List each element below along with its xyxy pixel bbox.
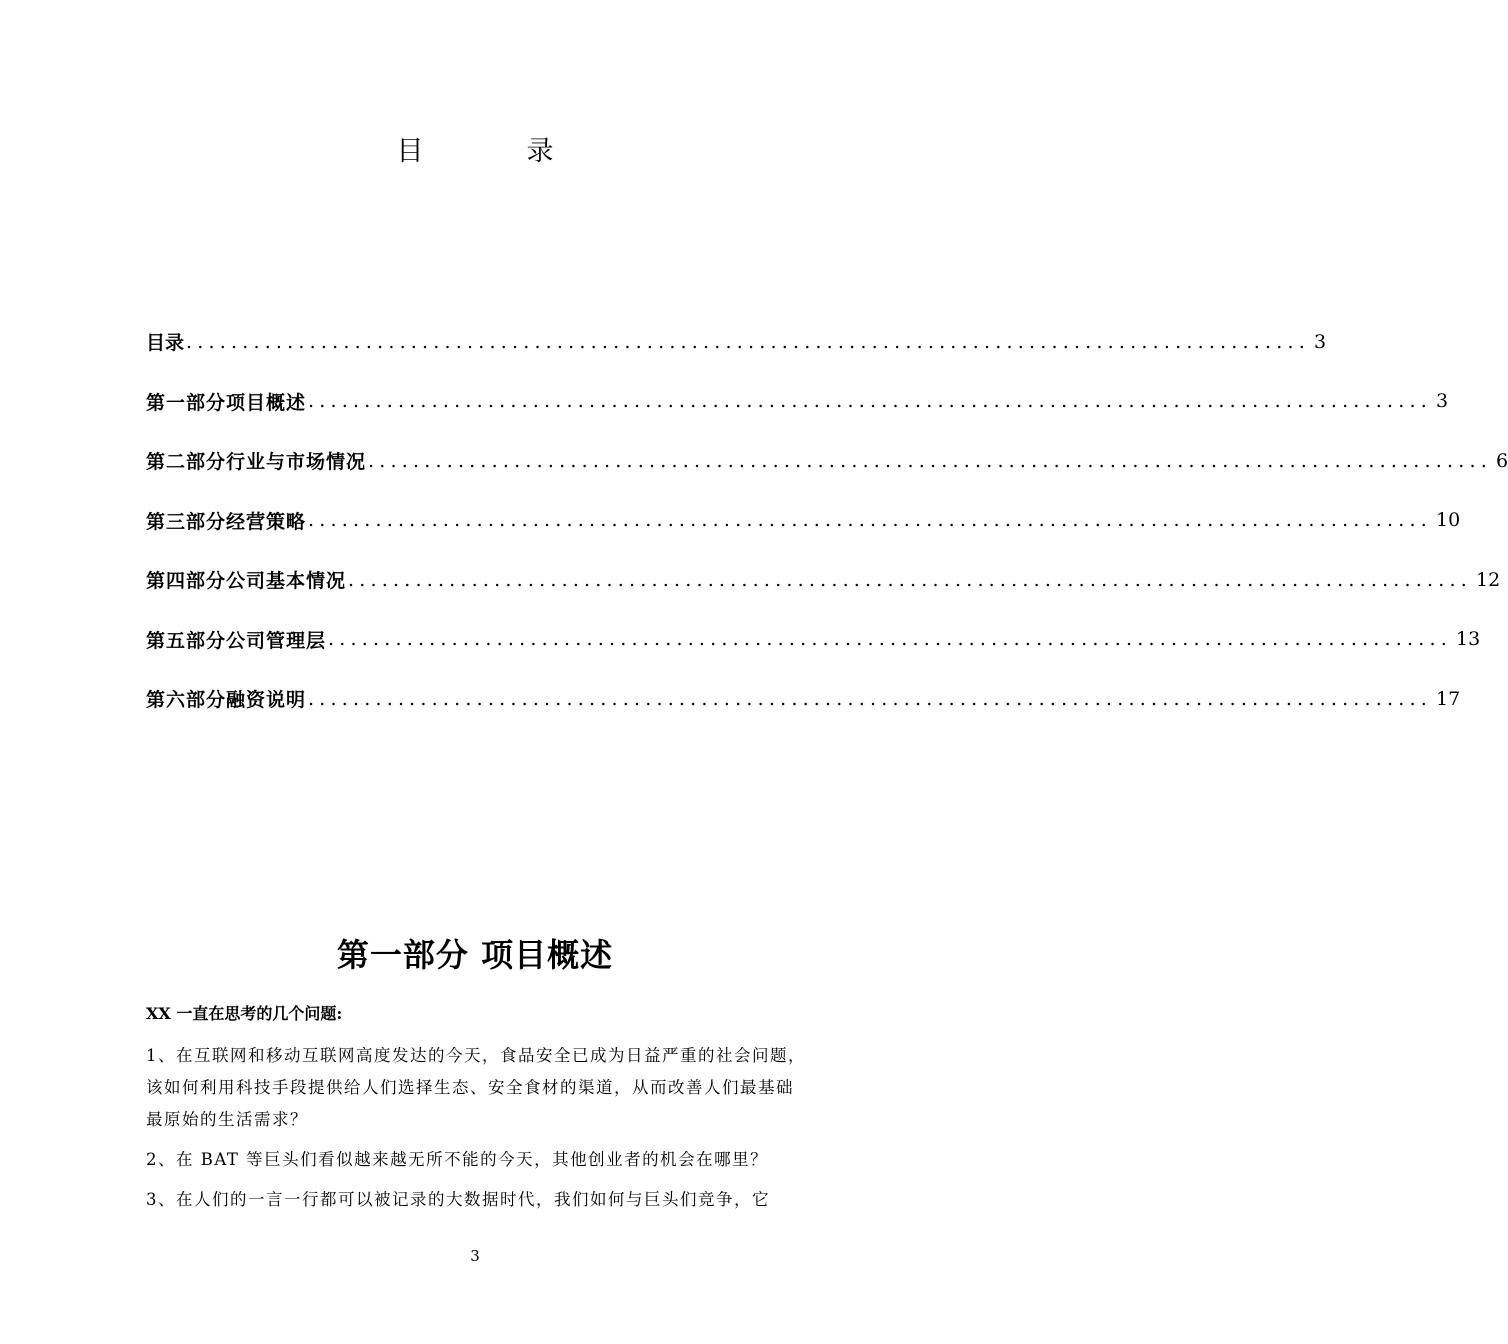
section-body [146,1040,808,1224]
toc-entry-part: 第二部分 [146,451,227,474]
toc-entry-page: 10 [1436,509,1461,532]
toc-list [146,312,1508,729]
toc-entry-name: 公司基本情况 [226,570,347,593]
toc-entry-page: 3 [1436,390,1449,413]
toc-entry[interactable] [146,610,1481,670]
toc-entry-part: 第一部分 [146,391,227,414]
toc-entry-part: 目录 [146,332,185,355]
toc-leader-dots: .................................................................................................... [186,330,1310,353]
toc-entry-page: 12 [1476,568,1501,591]
section-lead: XX 一直在思考的几个问题: [146,1004,343,1023]
toc-entry-name: 公司管理层 [226,629,327,652]
toc-entry[interactable] [146,372,1449,432]
toc-entry-name: 融资说明 [226,689,307,712]
toc-entry-part: 第五部分 [146,629,227,652]
toc-entry-page: 13 [1456,628,1481,651]
page-number: 3 [470,1247,480,1265]
toc-entry[interactable] [146,550,1501,610]
toc-leader-dots: .................................................................................................... [328,628,1452,651]
toc-entry-part: 第四部分 [146,570,227,593]
toc-entry-name: 经营策略 [226,510,307,533]
toc-entry[interactable] [146,491,1461,551]
toc-entry-name: 行业与市场情况 [226,451,367,474]
body-paragraph: 2、在 BAT 等巨头们看似越来越无所不能的今天，其他创业者的机会在哪里？ [146,1150,769,1169]
toc-entry-part: 第六部分 [146,689,227,712]
toc-entry[interactable] [146,312,1327,372]
toc-entry-part: 第三部分 [146,510,227,533]
body-paragraph: 1、在互联网和移动互联网高度发达的今天，食品安全已成为日益严重的社会问题，该如何利用科技手段提供给人们选择生态、安全食材的渠道，从而改善人们最基础最原始的生活需求？ [146,1046,806,1129]
toc-entry-name: 项目概述 [226,391,307,414]
toc-leader-dots: .................................................................................................... [308,687,1432,710]
toc-entry[interactable] [146,431,1508,491]
toc-leader-dots: .................................................................................................... [368,449,1492,472]
toc-leader-dots: .................................................................................................... [348,568,1472,591]
toc-entry[interactable] [146,669,1461,729]
toc-entry-page: 6 [1496,449,1508,472]
toc-leader-dots: .................................................................................................... [308,390,1432,413]
body-paragraph: 3、在人们的一言一行都可以被记录的大数据时代，我们如何与巨头们竞争，它 [146,1190,770,1209]
toc-leader-dots: .................................................................................................... [308,509,1432,532]
toc-entry-page: 17 [1436,687,1461,710]
toc-entry-page: 3 [1313,330,1327,353]
section-heading: 第一部分 项目概述 [336,936,614,974]
toc-title: 目 录 [396,136,592,167]
